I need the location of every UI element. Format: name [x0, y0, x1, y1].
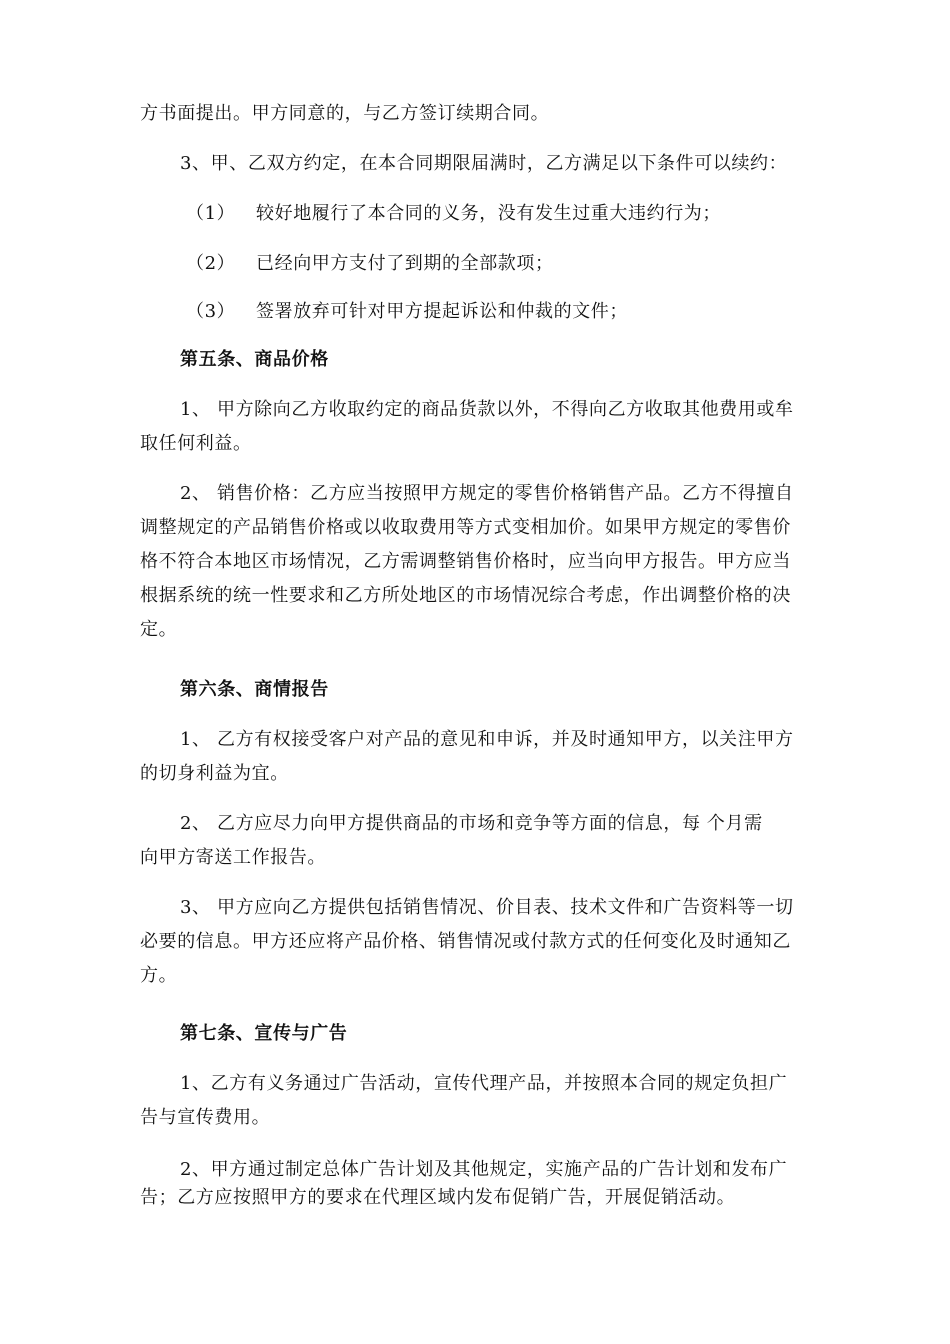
paragraph-line: 方。	[140, 965, 178, 986]
paragraph-line: 方书面提出。甲方同意的，与乙方签订续期合同。	[140, 103, 550, 124]
paragraph-line: 格不符合本地区市场情况，乙方需调整销售价格时，应当向甲方报告。甲方应当	[140, 551, 791, 572]
list-item	[186, 252, 554, 276]
paragraph-line: 3、 甲方应向乙方提供包括销售情况、价目表、技术文件和广告资料等一切	[180, 897, 794, 918]
paragraph-line: 取任何利益。	[140, 433, 252, 454]
paragraph-line: 3、甲、乙双方约定，在本合同期限届满时，乙方满足以下条件可以续约：	[180, 153, 788, 174]
paragraph-line: 向甲方寄送工作报告。	[140, 847, 326, 868]
paragraph-line: 2、 销售价格：乙方应当按照甲方规定的零售价格销售产品。乙方不得擅自	[180, 483, 794, 504]
paragraph-line: 告与宣传费用。	[140, 1107, 271, 1128]
section-heading: 第五条、商品价格	[180, 349, 329, 370]
section-heading: 第六条、商情报告	[180, 679, 329, 700]
list-item	[186, 300, 628, 324]
list-number: （3）	[186, 301, 236, 322]
list-text: 较好地履行了本合同的义务，没有发生过重大违约行为；	[256, 203, 721, 224]
list-text: 已经向甲方支付了到期的全部款项；	[256, 253, 554, 274]
paragraph-line: 1、 甲方除向乙方收取约定的商品货款以外，不得向乙方收取其他费用或牟	[180, 399, 794, 420]
paragraph-line: 定。	[140, 619, 178, 640]
paragraph-line: 告；乙方应按照甲方的要求在代理区域内发布促销广告，开展促销活动。	[140, 1187, 736, 1208]
paragraph-line: 根据系统的统一性要求和乙方所处地区的市场情况综合考虑，作出调整价格的决	[140, 585, 791, 606]
paragraph-line: 1、 乙方有权接受客户对产品的意见和申诉，并及时通知甲方，以关注甲方	[180, 729, 794, 750]
list-number: （1）	[186, 203, 236, 224]
paragraph-line: 2、 乙方应尽力向甲方提供商品的市场和竞争等方面的信息，每 个月需	[180, 813, 763, 834]
paragraph-line: 调整规定的产品销售价格或以收取费用等方式变相加价。如果甲方规定的零售价	[140, 517, 791, 538]
list-text: 签署放弃可针对甲方提起诉讼和仲裁的文件；	[256, 301, 628, 322]
list-number: （2）	[186, 253, 236, 274]
section-heading: 第七条、宣传与广告	[180, 1023, 348, 1044]
paragraph-line: 1、乙方有义务通过广告活动，宣传代理产品，并按照本合同的规定负担广	[180, 1073, 788, 1094]
paragraph-line: 2、甲方通过制定总体广告计划及其他规定，实施产品的广告计划和发布广	[180, 1159, 788, 1180]
paragraph-line: 必要的信息。甲方还应将产品价格、销售情况或付款方式的任何变化及时通知乙	[140, 931, 791, 952]
paragraph-line: 的切身利益为宜。	[140, 763, 289, 784]
list-item	[186, 202, 721, 226]
